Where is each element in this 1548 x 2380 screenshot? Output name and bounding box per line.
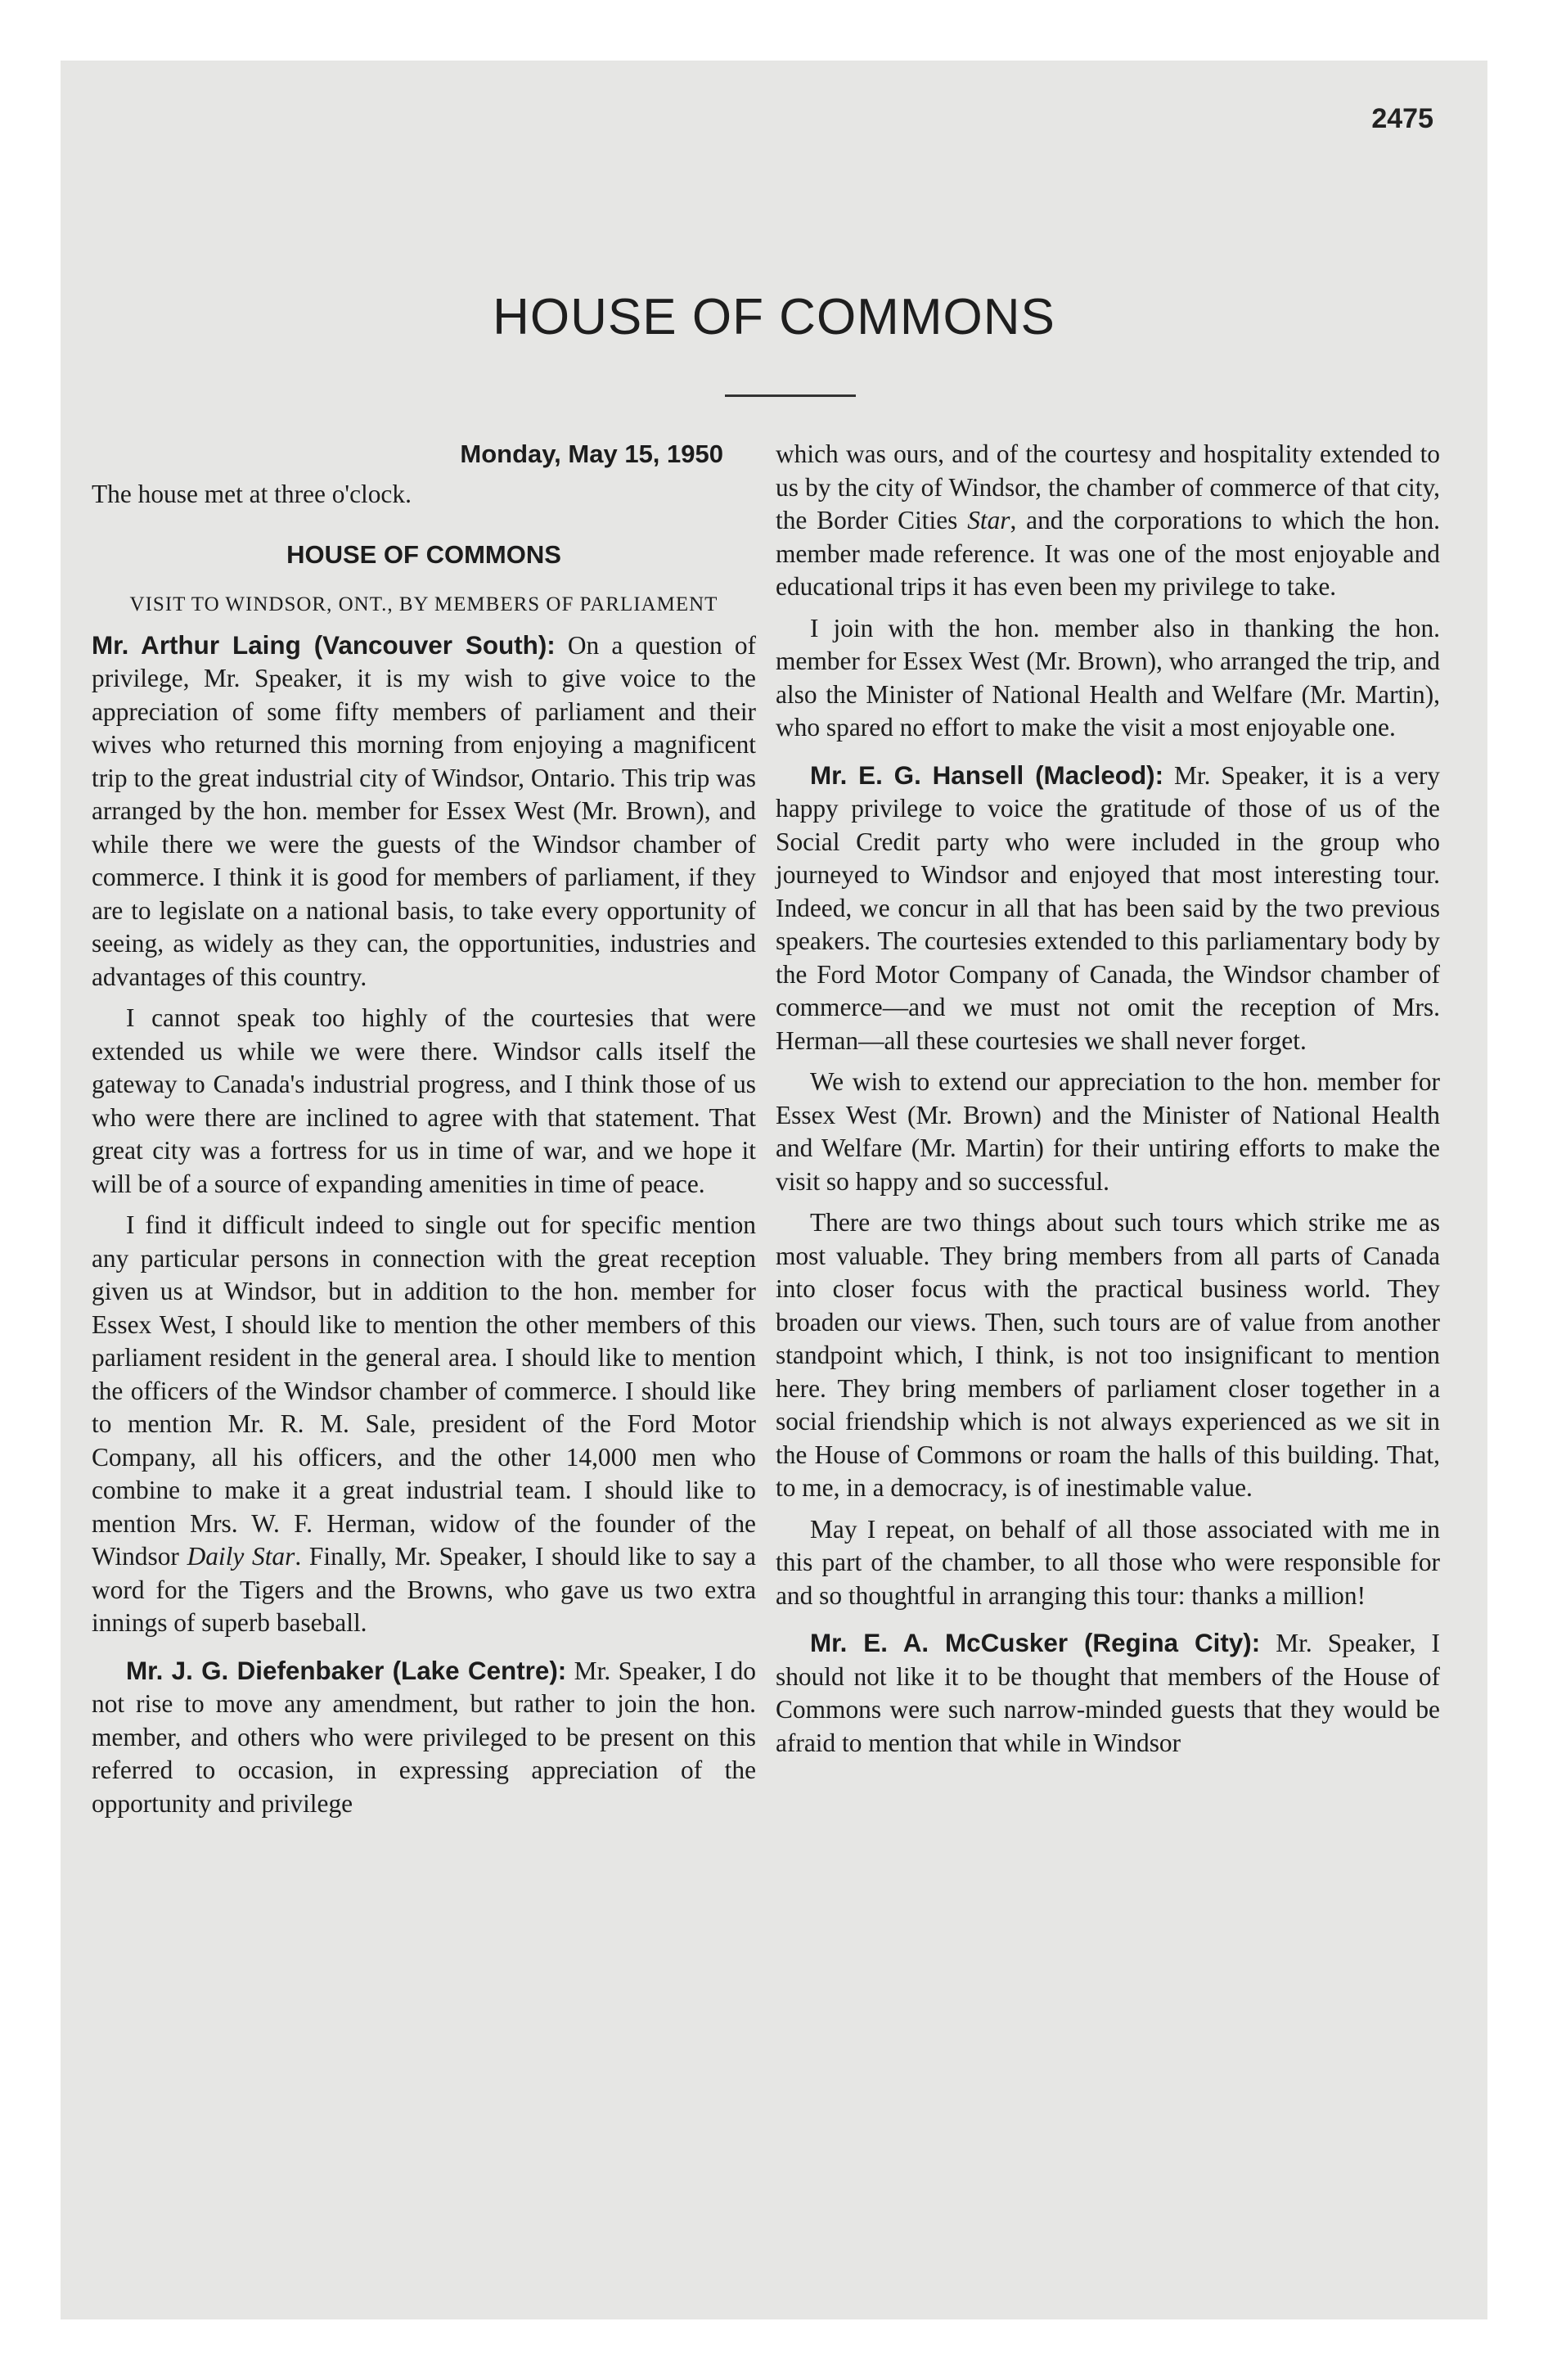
hansell-paragraph-2: We wish to extend our appreciation to the hon. member for Essex West (Mr. Brown) and the Minister of National Health and Welfare (Mr. Martin) for their untiring efforts to make the visit so happy and so successful.: [776, 1067, 1440, 1196]
left-column: [92, 438, 756, 1828]
speaker-diefenbaker: Mr. J. G. Diefenbaker (Lake Centre):: [126, 1656, 567, 1685]
laing-paragraph-1: [92, 629, 756, 994]
speaker-mccusker: Mr. E. A. McCusker (Regina City):: [810, 1629, 1261, 1657]
mccusker-text-1: Mr. Speaker, I should not like it to be thought that members of the House of Commons were such narrow-minded guests that they would be afraid to mention that while in Windsor: [776, 1629, 1440, 1757]
laing-text-3b: . Finally, Mr. Speaker, I should like to say a word for the Tigers and the Browns, who gave us two extra innings of superb baseball.: [92, 1542, 756, 1637]
page-number: 2475: [1371, 103, 1433, 134]
laing-text-3a: I find it difficult indeed to single out for specific mention any particular persons in connection with the great reception given us at Windsor, but in addition to the hon. member for Essex West, I should like to mention the other members of this parliament resident in the general area. I should like to mention the officers of the Windsor chamber of commerce. I should like to mention Mr. R. M. Sale, president of the Ford Motor Company, all his officers, and the other 14,000 men who combine to make it a great industrial team. I should like to mention Mrs. W. F. Herman, widow of the founder of the Windsor: [92, 1210, 756, 1571]
diefenbaker-text-1: Mr. Speaker, I do not rise to move any amendment, but rather to join the hon. member, and others who were privileged to be present on this referred to occasion, in expressing appreciation of the opportunity and privilege: [92, 1656, 756, 1818]
meeting-time: The house met at three o'clock.: [92, 479, 412, 508]
diefenbaker-paragraph-2: I join with the hon. member also in thanking the hon. member for Essex West (Mr. Brown), who arranged the trip, and also the Minister of National Health and Welfare (Mr. Martin), who spared no effort to make the visit a most enjoyable one.: [776, 613, 1440, 741]
hansell-paragraph-1: [776, 760, 1440, 1058]
right-column: [776, 438, 1440, 1768]
section-heading: HOUSE OF COMMONS: [286, 540, 561, 569]
sitting-date: Monday, May 15, 1950: [460, 439, 723, 468]
newspaper-title: Daily Star: [187, 1542, 295, 1571]
speaker-laing: Mr. Arthur Laing (Vancouver South):: [92, 630, 556, 660]
diefenbaker-continuation: [776, 438, 1440, 604]
diefenbaker-cont-a: which was ours, and of the courtesy and hospitality extended to us by the city of Windsor, the chamber of commerce of that city, the Border Cities: [776, 439, 1440, 534]
hansell-paragraph-4: May I repeat, on behalf of all those associated with me in this part of the chamber, to all those who were responsible for and so thoughtful in arranging this tour: thanks a million!: [776, 1514, 1440, 1610]
speaker-hansell: Mr. E. G. Hansell (Macleod):: [810, 760, 1164, 790]
mccusker-paragraph-1: [776, 1627, 1440, 1760]
diefenbaker-paragraph-1: [92, 1655, 756, 1821]
laing-paragraph-3: [92, 1209, 756, 1640]
hansell-paragraph-3: There are two things about such tours which strike me as most valuable. They bring members from all parts of Canada into closer focus with the practical business world. They broaden our views. Then, such tours are of value from another standpoint which, I think, is not too insignificant to mention here. They bring members of parliament closer together in a social friendship which is not always experienced as we sit in the House of Commons or roam the halls of this building. That, to me, in a democracy, is of inestimable value.: [776, 1208, 1440, 1502]
laing-paragraph-2: I cannot speak too highly of the courtesies that were extended us while we were there. Windsor calls itself the gateway to Canada's industrial progress, and I think those of us who were there are inclined to agree with that statement. That great city was a fortress for us in time of war, and we hope it will be of a source of expanding amenities in time of peace.: [92, 1003, 756, 1198]
border-cities-star-title: Star: [967, 506, 1010, 534]
hansell-text-1: Mr. Speaker, it is a very happy privilege to voice the gratitude of those of us of the Social Credit party who were included in the group who journeyed to Windsor and enjoyed that most interesting tour. Indeed, we concur in all that has been said by the two previous speakers. The courtesies extended to this parliamentary body by the Ford Motor Company of Canada, the Windsor chamber of commerce—and we must not omit the reception of Mrs. Herman—all these courtesies we shall never forget.: [776, 760, 1440, 1055]
laing-text-1: On a question of privilege, Mr. Speaker, it is my wish to give voice to the appreciation of some fifty members of parliament and their wives who returned this morning from enjoying a magnificent trip to the great industrial city of Windsor, Ontario. This trip was arranged by the hon. member for Essex West (Mr. Brown), and while there we were the guests of the Windsor chamber of commerce. I think it is good for members of parliament, if they are to legislate on a national basis, to take every opportunity of seeing, as widely as they can, the opportunities, industries and advantages of this country.: [92, 630, 756, 991]
header-rule: [725, 394, 856, 397]
running-header: HOUSE OF COMMONS: [493, 289, 1055, 345]
diefenbaker-cont-b: , and the corporations to which the hon. member made reference. It was one of the most enjoyable and educational trips it has even been my privilege to take.: [776, 506, 1440, 601]
subject-heading: VISIT TO WINDSOR, ONT., BY MEMBERS OF PARLIAMENT: [129, 593, 718, 615]
